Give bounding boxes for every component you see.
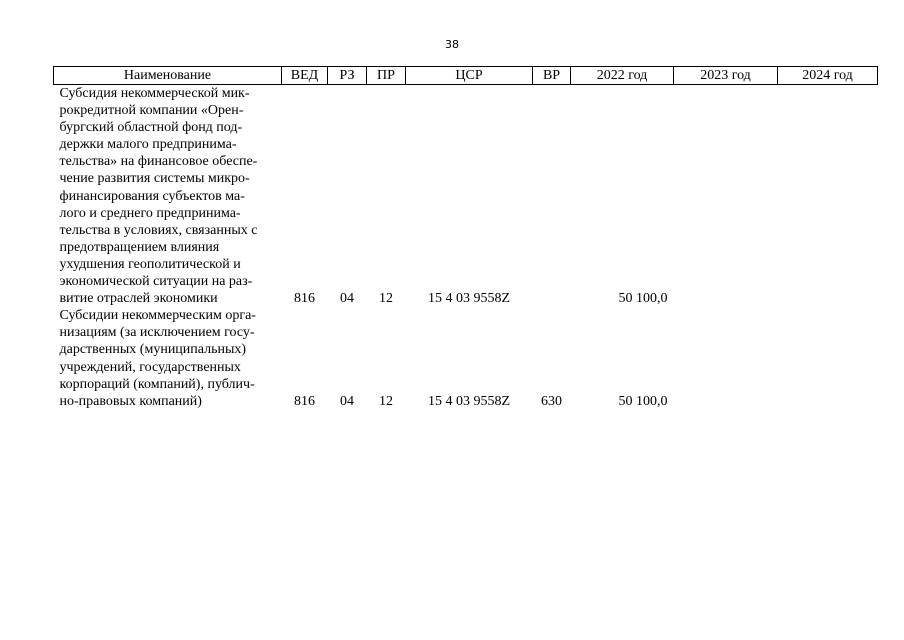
- header-2022: 2022 год: [571, 67, 674, 85]
- cell-2022: 50 100,0: [618, 291, 668, 307]
- cell-name: Субсидии некоммерческим орга- низациям (за исключением госу- дарственных (муниципальных) учреждений, государственных корпораций (компаний), публич- но-правовых компаний): [59, 308, 256, 409]
- header-pr: ПР: [367, 67, 406, 85]
- cell-name: Субсидия некоммерческой мик- рокредитной компании «Орен- бургский областной фонд под- держки малого предпринима- тельства» на финансовое обеспе- чение развития системы микро- финансирования субъектов ма- лого и среднего предпринима- тельства в условиях, связанных с предотвращением влияния ухудшения геополитической и экономической ситуации на раз- витие отраслей экономики: [59, 86, 258, 307]
- cell-ved: 816: [294, 291, 315, 307]
- cell-rz: 04: [340, 393, 354, 409]
- table-header-row: [54, 67, 878, 85]
- table-row: [54, 307, 878, 410]
- cell-2024: [778, 85, 878, 308]
- cell-pr: 12: [379, 393, 393, 409]
- header-2023: 2023 год: [674, 67, 778, 85]
- header-vr: ВР: [533, 67, 571, 85]
- budget-table: [53, 66, 878, 410]
- cell-rz: 04: [340, 291, 354, 307]
- cell-2024: [778, 307, 878, 410]
- table-row: [54, 85, 878, 308]
- header-rz: РЗ: [328, 67, 367, 85]
- cell-2023: [674, 307, 778, 410]
- cell-vr: [533, 85, 571, 308]
- page-number: 38: [445, 38, 459, 51]
- header-2024: 2024 год: [778, 67, 878, 85]
- cell-vr: 630: [541, 393, 562, 409]
- cell-ved: 816: [294, 393, 315, 409]
- cell-csr: 15 4 03 9558Z: [427, 393, 511, 409]
- cell-csr: 15 4 03 9558Z: [427, 291, 511, 307]
- cell-2022: 50 100,0: [618, 393, 668, 409]
- cell-pr: 12: [379, 291, 393, 307]
- cell-2023: [674, 85, 778, 308]
- header-csr: ЦСР: [406, 67, 533, 85]
- header-ved: ВЕД: [282, 67, 328, 85]
- header-name: Наименование: [54, 67, 282, 85]
